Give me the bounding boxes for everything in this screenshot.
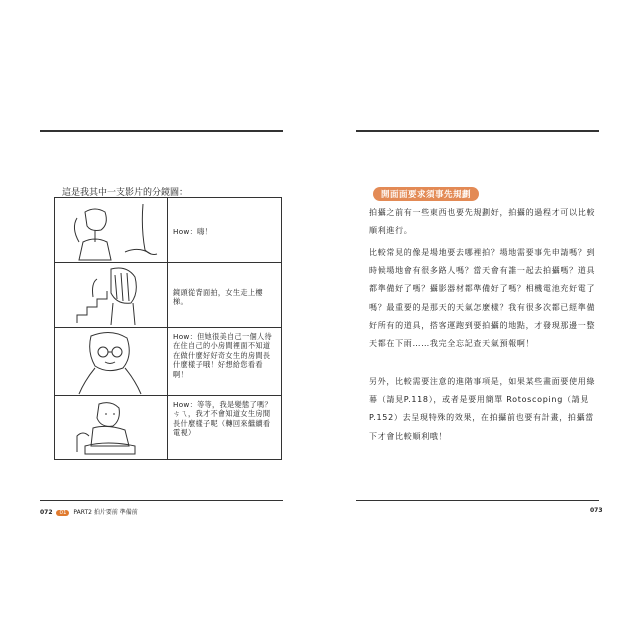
right-top-rule <box>356 130 599 132</box>
boy-waving-drawing <box>55 198 167 262</box>
left-page-number: 072 <box>40 509 53 516</box>
right-page-number: 073 <box>590 507 603 514</box>
chapter-badge: 01 <box>56 510 69 516</box>
storyboard-frame-4 <box>55 396 168 460</box>
left-top-rule <box>40 130 283 132</box>
left-footer <box>40 507 138 516</box>
paragraph-1-text: 拍攝之前有一些東西也要先規劃好，拍攝的過程才可以比較順利進行。 <box>369 208 596 236</box>
girl-on-stairs-drawing <box>55 263 167 327</box>
paragraph-3 <box>369 373 597 446</box>
storyboard-frame-3 <box>55 328 168 396</box>
paragraph-3-text: 另外，比較需要注意的進階事項是，如果某些畫面要使用綠幕（請見P.118），或者是要用簡單 Rotoscoping（請見P.152）去呈現特殊的效果，在拍攝前也要有計畫，拍攝當下才會比較順利哦！ <box>369 377 596 441</box>
storyboard-intro: 這是我其中一支影片的分鏡圖： <box>62 188 189 198</box>
storyboard-table <box>54 197 282 460</box>
left-bottom-rule <box>40 500 283 501</box>
storyboard-frame-2 <box>55 263 168 328</box>
storyboard-frame-1 <box>55 198 168 263</box>
right-footer <box>590 507 603 514</box>
right-bottom-rule <box>356 500 599 501</box>
storyboard-caption-3: How：但她很美自己一個人待在住自己的小房間裡面不知道在做什麼好好奇女生的房間長什麼樣子哦！好想給您看看啊！ <box>168 328 282 396</box>
boy-watching-tv-drawing <box>55 396 167 459</box>
left-footer-text: PART2 拍片要前 準備前 <box>73 509 138 516</box>
paragraph-2 <box>369 244 597 353</box>
boy-with-glasses-drawing <box>55 328 167 395</box>
paragraph-1 <box>369 204 597 240</box>
paragraph-2-text: 比較常見的像是場地要去哪裡拍？場地需要事先申請嗎？到時候場地會有很多路人嗎？當天會有誰一起去拍攝嗎？道具都準備好了嗎？攝影器材都準備好了嗎？相機電池充好電了嗎？最重要的是那天的天氣怎麼樣？我有很多次都已經準備好所有的道具，搭客運跑到要拍攝的地點，才發現那邊一整天都在下雨……我完全忘記查天氣預報啊！ <box>369 248 596 349</box>
section-tag: 開面面要求須事先規劃 <box>373 187 479 201</box>
storyboard-caption-1: How：嗨！ <box>168 198 282 263</box>
storyboard-caption-4: How：等等，我是變態了嗎？ㄘㄟ，我才不會知道女生房間長什麼樣子呢（轉回來繼續看電視） <box>168 396 282 460</box>
storyboard-caption-2: 鏡頭從背面拍，女生走上樓梯。 <box>168 263 282 328</box>
